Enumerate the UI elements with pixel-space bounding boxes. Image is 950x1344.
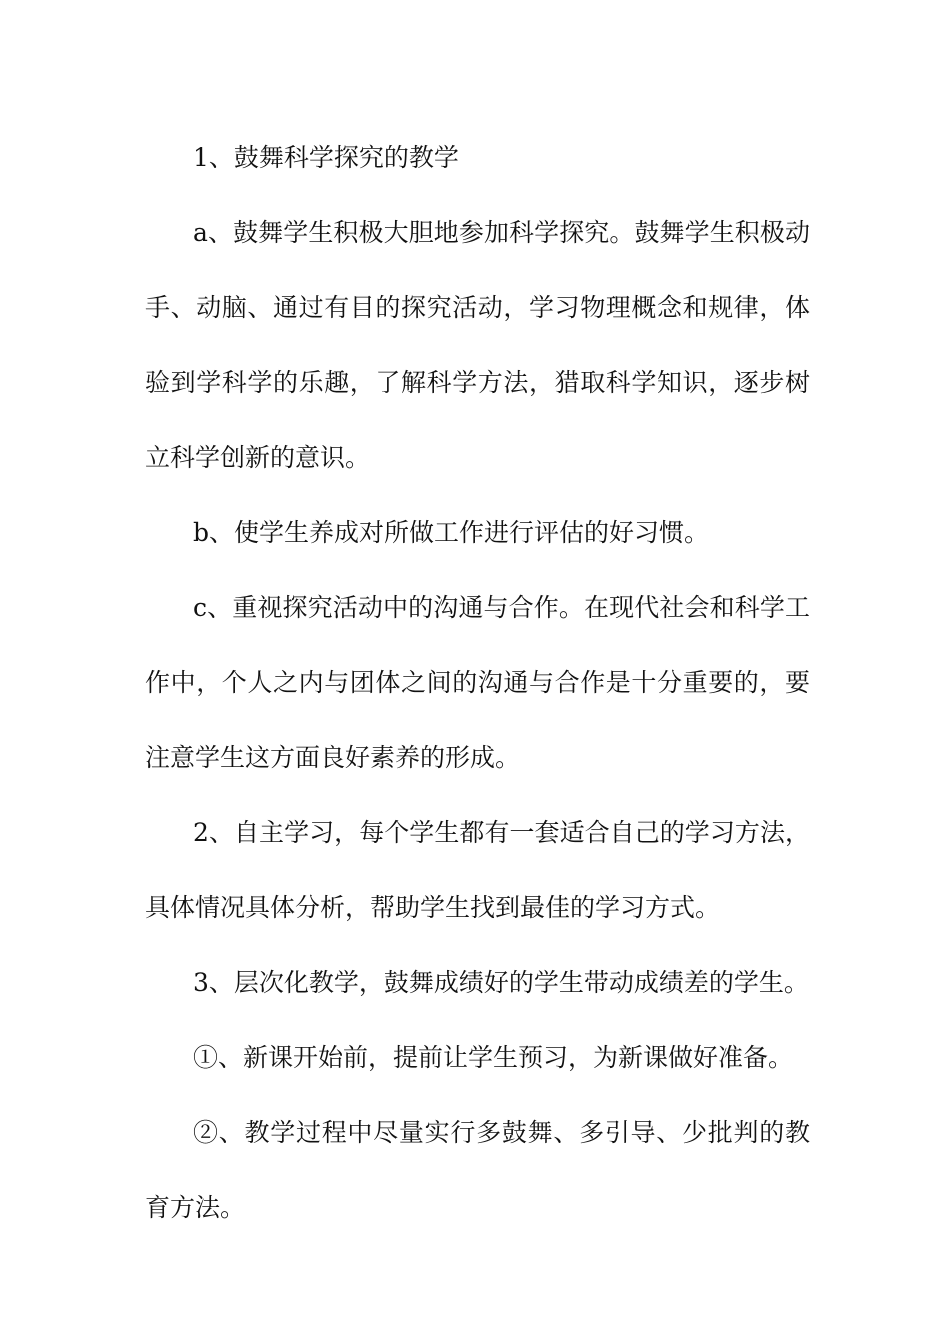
paragraph-item-a: a、鼓舞学生积极大胆地参加科学探究。鼓舞学生积极动手、动脑、通过有目的探究活动，学习物理概念和规律，体验到学科学的乐趣，了解科学方法，猎取科学知识，逐步树立科学创新的意识。 xyxy=(145,218,810,472)
paragraph-item-circled-2: ②、教学过程中尽量实行多鼓舞、多引导、少批判的教育方法。 xyxy=(145,1118,810,1222)
paragraph-heading-1: 1、鼓舞科学探究的教学 xyxy=(193,143,459,172)
document-body xyxy=(145,120,810,1245)
paragraph-heading-2: 2、自主学习，每个学生都有一套适合自己的学习方法，具体情况具体分析，帮助学生找到最佳的学习方式。 xyxy=(145,818,810,922)
paragraph-heading-3: 3、层次化教学，鼓舞成绩好的学生带动成绩差的学生。 xyxy=(193,968,809,997)
paragraph-item-circled-1: ①、新课开始前，提前让学生预习，为新课做好准备。 xyxy=(193,1043,794,1072)
paragraph-item-c: c、重视探究活动中的沟通与合作。在现代社会和科学工作中，个人之内与团体之间的沟通与合作是十分重要的，要注意学生这方面良好素养的形成。 xyxy=(145,593,810,772)
paragraph-item-b: b、使学生养成对所做工作进行评估的好习惯。 xyxy=(193,518,710,547)
